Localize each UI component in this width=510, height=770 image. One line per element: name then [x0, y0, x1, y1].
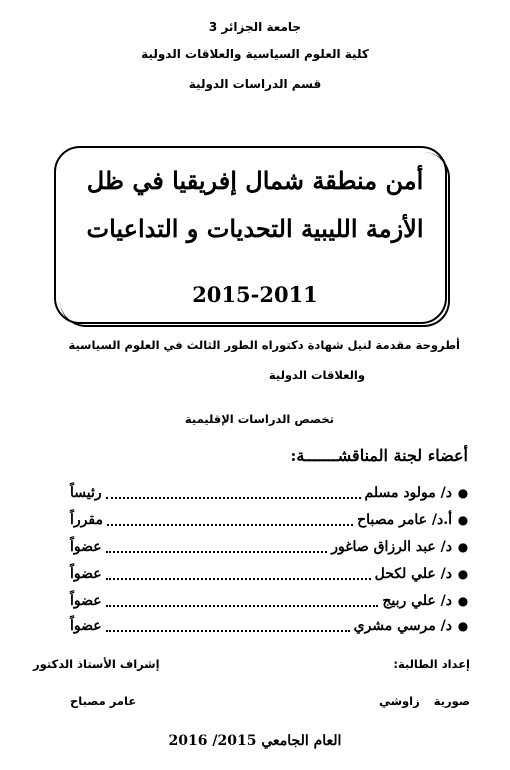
specialty: تخصص الدراسات الإقليمية: [184, 412, 334, 426]
thesis-title-line2: الأزمة الليبية التحديات و التداعيات: [86, 214, 424, 243]
student-name: صورية زاوشي: [379, 694, 470, 708]
member-name: د/ عبد الرزاق صاغور: [331, 539, 452, 555]
member-role: مقرراً: [70, 512, 103, 528]
member-name: د/ مرسي مشري: [353, 618, 452, 634]
committee-member: [70, 536, 470, 558]
bullet-icon: ●: [457, 594, 469, 608]
bullet-icon: ●: [457, 567, 469, 581]
bullet-icon: ●: [457, 540, 469, 554]
thesis-period: 2015-2011: [192, 282, 318, 307]
thesis-title-line1: أمن منطقة شمال إفريقيا في ظل: [86, 166, 424, 195]
supervisor-name: عامر مصباح: [70, 694, 137, 708]
member-name: د/ مولود مسلم: [364, 485, 452, 501]
bullet-icon: ●: [457, 513, 469, 527]
committee-member: [70, 563, 470, 585]
member-name: د/ علي لكحل: [374, 566, 452, 582]
prepared-by-label: إعداد الطالبة:: [393, 657, 470, 671]
committee-heading: أعضاء لجنة المناقشـــــــة:: [290, 446, 468, 465]
committee-member: [70, 482, 470, 504]
thesis-note-line1: أطروحة مقدمة لنيل شهادة دكتوراه الطور الثالث في العلوم السياسية: [68, 338, 460, 352]
department-name: قسم الدراسات الدولية: [188, 77, 322, 91]
thesis-note-line2: والعلاقات الدولية: [268, 368, 365, 382]
member-name: أ.د/ عامر مصباح: [357, 512, 452, 528]
committee-member: [70, 615, 470, 637]
dotted-leader: [107, 514, 353, 526]
dotted-leader: [106, 487, 361, 499]
dotted-leader: [106, 541, 328, 553]
faculty-name: كلية العلوم السياسية والعلاقات الدولية: [141, 47, 369, 61]
member-role: عضواً: [70, 566, 102, 582]
supervisor-label: إشراف الأستاذ الدكتور: [33, 657, 160, 671]
dotted-leader: [106, 595, 379, 607]
dotted-leader: [106, 620, 350, 632]
bullet-icon: ●: [457, 486, 469, 500]
dotted-leader: [106, 568, 371, 580]
academic-year: العام الجامعي 2015/ 2016: [168, 733, 342, 749]
committee-member: [70, 590, 470, 612]
member-role: عضواً: [70, 593, 102, 609]
member-role: عضواً: [70, 539, 102, 555]
member-role: رئيساً: [70, 485, 102, 501]
member-name: د/ علي ربيج: [382, 593, 452, 609]
member-role: عضواً: [70, 618, 102, 634]
committee-member: [70, 509, 470, 531]
bullet-icon: ●: [457, 619, 469, 633]
university-name: جامعة الجزائر 3: [208, 20, 302, 34]
